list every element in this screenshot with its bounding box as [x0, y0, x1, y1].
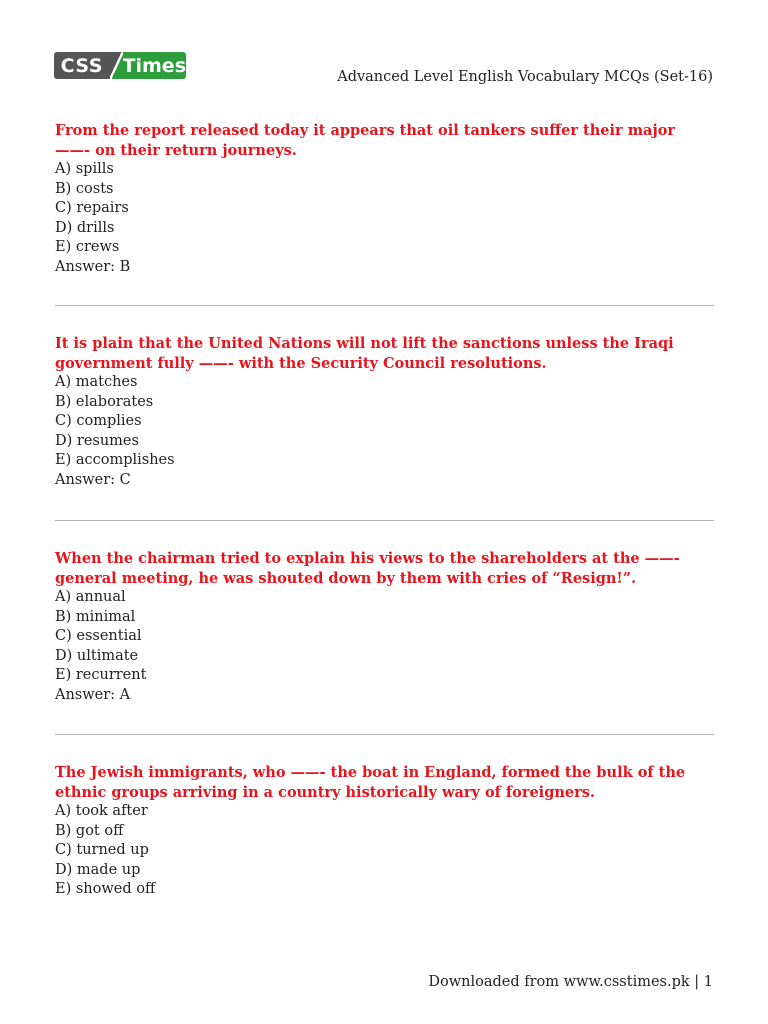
page-footer: Downloaded from www.csstimes.pk | 1 — [428, 974, 713, 990]
option-a: A) spills — [55, 161, 114, 177]
question-text: It is plain that the United Nations will not lift the sanctions unless the Iraqi government fully ——- with the Security Council resolutions. — [55, 335, 674, 372]
option-d: D) made up — [55, 861, 141, 878]
option-c: C) essential — [55, 628, 142, 644]
option-a: A) annual — [55, 589, 126, 605]
option-b: B) minimal — [55, 608, 136, 625]
answer: Answer: C — [55, 471, 131, 488]
logo-css-text: CSS — [54, 52, 110, 79]
option-a: A) matches — [55, 374, 138, 390]
option-e: E) accomplishes — [55, 452, 175, 468]
question-4 — [55, 763, 714, 900]
option-e: E) crews — [55, 239, 120, 255]
option-d: D) drills — [55, 219, 115, 236]
question-divider — [55, 305, 714, 306]
option-a: A) took after — [55, 803, 148, 819]
question-2 — [55, 334, 714, 490]
question-divider — [55, 734, 714, 735]
option-b: B) got off — [55, 822, 124, 839]
option-c: C) complies — [55, 413, 142, 429]
question-text: From the report released today it appears that oil tankers suffer their major ——- on their return journeys. — [55, 122, 676, 159]
logo-slash-icon — [110, 52, 123, 79]
option-e: E) recurrent — [55, 667, 147, 683]
logo-times-text: Times — [123, 52, 186, 79]
option-d: D) resumes — [55, 432, 139, 449]
question-1 — [55, 121, 714, 277]
document-title: Advanced Level English Vocabulary MCQs (Set-16) — [337, 69, 713, 85]
answer: Answer: B — [55, 258, 131, 275]
question-divider — [55, 520, 714, 521]
option-d: D) ultimate — [55, 647, 139, 664]
option-b: B) elaborates — [55, 393, 154, 410]
mcq-list — [55, 121, 714, 900]
option-c: C) turned up — [55, 842, 149, 858]
option-e: E) showed off — [55, 881, 156, 897]
answer: Answer: A — [55, 686, 131, 703]
question-text: When the chairman tried to explain his views to the shareholders at the ——- general meeting, he was shouted down by them with cries of “Resign!”. — [55, 550, 680, 587]
question-3 — [55, 549, 714, 705]
option-c: C) repairs — [55, 200, 129, 216]
question-text: The Jewish immigrants, who ——- the boat in England, formed the bulk of the ethnic groups arriving in a country historically wary of foreigners. — [55, 764, 686, 801]
option-b: B) costs — [55, 180, 114, 197]
csstimes-logo — [54, 52, 186, 79]
